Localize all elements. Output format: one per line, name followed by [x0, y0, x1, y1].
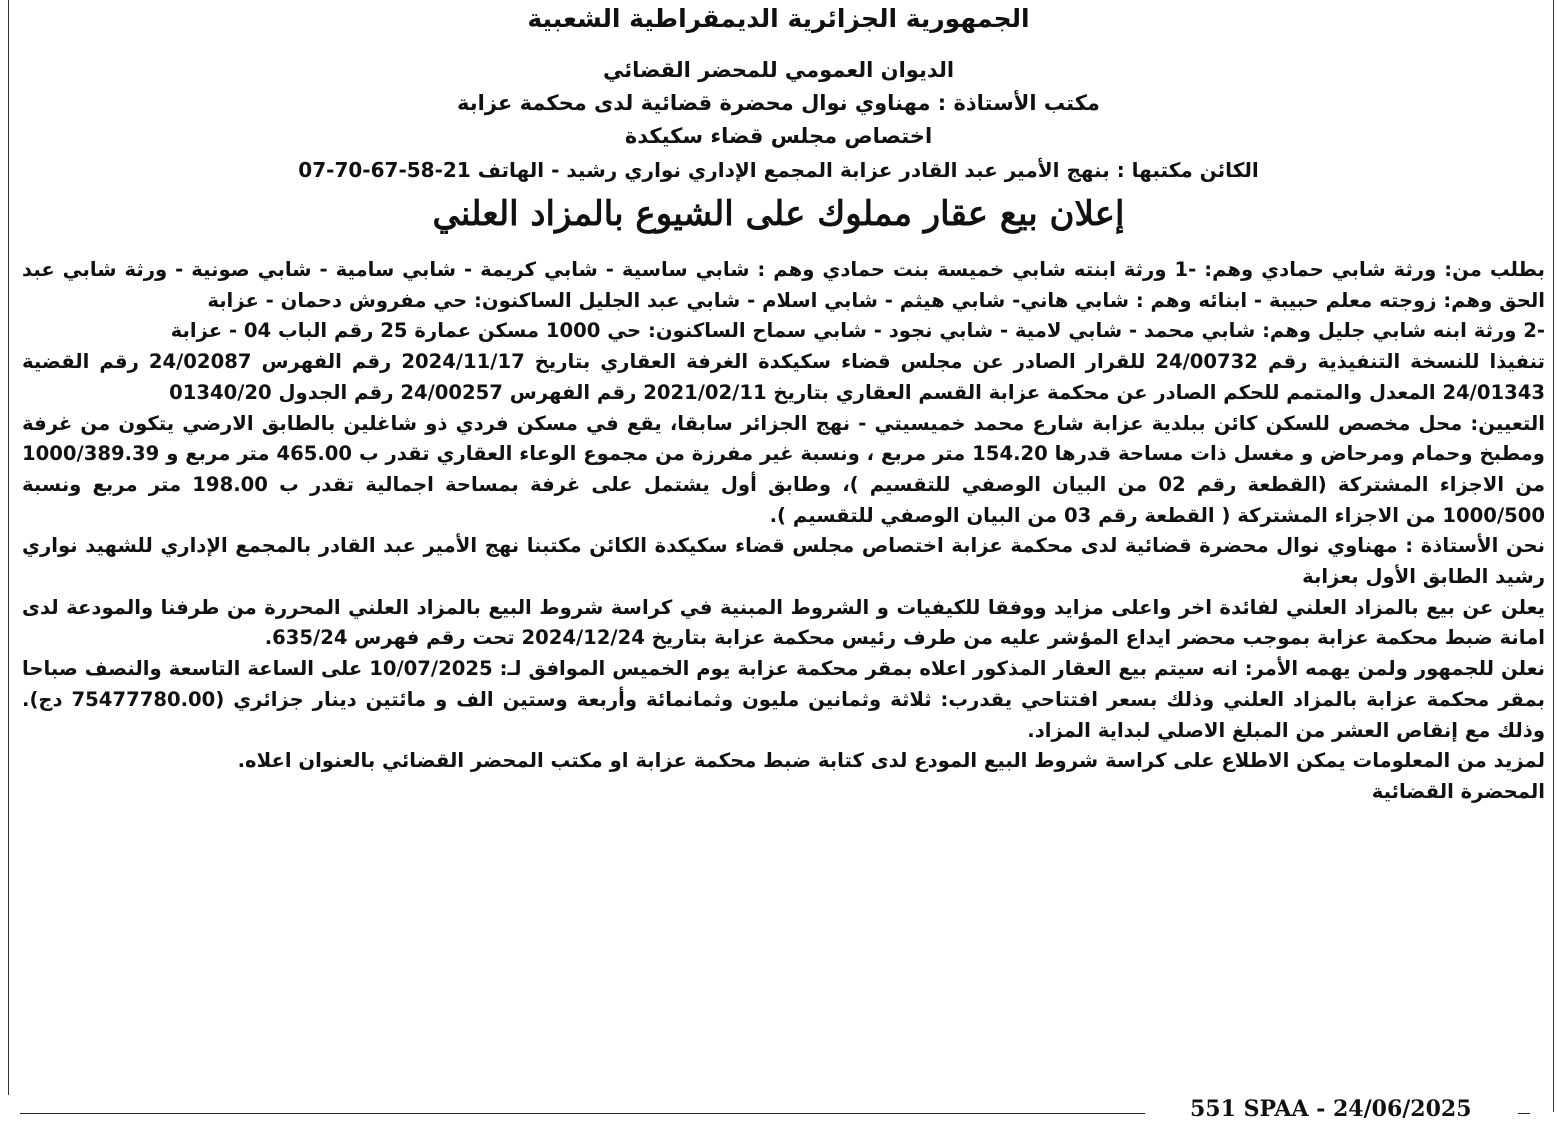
footer-rule [20, 1113, 1145, 1114]
auction-announcement: يعلن عن بيع بالمزاد العلني لفائدة اخر واعلى مزايد ووفقا للكيفيات و الشروط المبنية في كراسة شروط البيع بالمزاد العلني المحررة من طرفنا والمودعة لدى امانة ضبط محكمة عزابة بموجب محضر ايداع المؤشر عليه من طرف رئيس محكمة عزابة بتاريخ 2024/12/24 تحت رقم فهرس 635/24. [22, 595, 1545, 650]
property-designation: التعيين: محل مخصص للسكن كائن ببلدية عزابة شارع محمد خميسيتي - نهج الجزائر سابقا، يقع في مسكن فردي ذو شاغلين بالطابق الارضي يتكون من غرفة ومطبخ وحمام ومرحاض و مغسل ذات مساحة قدرها 154.20 متر مربع ، ونسبة غير مفرزة من مجموع الوعاء العقاري تقدر ب 465.00 متر مربع و 1000/389.39 من الاجزاء المشتركة (القطعة رقم 02 من البيان الوصفي للتقسيم )، وطابق أول يشتمل على غرفة بمساحة اجمالية تقدر ب 198.00 متر مربع ونسبة 1000/500 من الاجزاء المشتركة ( القطعة رقم 03 من البيان الوصفي للتقسيم ). [22, 411, 1545, 527]
more-information: لمزيد من المعلومات يمكن الاطلاع على كراسة شروط البيع المودع لدى كتابة ضبط محكمة عزابة او مكتب المحضر القضائي بالعنوان اعلاه. [237, 749, 1545, 773]
left-border-line [8, 0, 9, 1095]
notice-title: إعلان بيع عقار مملوك على الشيوع بالمزاد العلني [432, 194, 1125, 234]
bailiff-office: مكتب الأستاذة : مهناوي نوال محضرة قضائية لدى محكمة عزابة [457, 91, 1100, 115]
requesting-parties: بطلب من: ورثة شابي حمادي وهم: -1 ورثة ابنته شابي خميسة بنت حمادي وهم : شابي ساسية - شابي كريمة - شابي سامية - شابي صونية - ورثة شابي عبد الحق وهم: زوجته معلم حبيبة - ابنائه وهم : شابي هاني- شابي هيثم - شابي اسلام - شابي عبد الجليل الساكنون: حي مفروش دحمان - عزابة [22, 258, 1545, 312]
notice-body [22, 255, 1545, 808]
signature-line: المحضرة القضائية [1371, 779, 1545, 803]
auction-date-price: نعلن للجمهور ولمن يهمه الأمر: انه سيتم بيع العقار المذكور اعلاه بمقر محكمة عزابة يوم الخميس الموافق لـ: 10/07/2025 على الساعة التاسعة والنصف صباحا بمقر محكمة عزابة بالمزاد العلني وذلك بسعر افتتاحي يقدرب: ثلاثة وثمانين مليون وثمانمائة وأربعة وستين الف و مائتين دينار جزائري (75477780.00 دج). وذلك مع إنقاص العشر من المبلغ الاصلي لبداية المزاد. [22, 657, 1545, 742]
office-name: الديوان العمومي للمحضر القضائي [602, 58, 955, 82]
republic-name: الجمهورية الجزائرية الديمقراطية الشعبية [527, 4, 1030, 33]
execution-reference: تنفيذا للنسخة التنفيذية رقم 24/00732 للقرار الصادر عن مجلس قضاء سكيكدة الغرفة العقاري بتاريخ 2024/11/17 رقم الفهرس 24/02087 رقم القضية 24/01343 المعدل والمتمم للحكم الصادر عن محكمة عزابة القسم العقاري بتاريخ 2021/02/11 رقم الفهرس 24/00257 رقم الجدول 01340/20 [22, 350, 1545, 404]
publication-code: 551 SPAA - 24/06/2025 [1190, 1096, 1472, 1122]
bailiff-statement: نحن الأستاذة : مهناوي نوال محضرة قضائية لدى محكمة عزابة اختصاص مجلس قضاء سكيكدة الكائن مكتبنا نهج الأمير عبد القادر بالمجمع الإداري للشهيد نواري رشيد الطابق الأول بعزابة [22, 534, 1545, 589]
jurisdiction: اختصاص مجلس قضاء سكيكدة [624, 124, 933, 148]
office-address: الكائن مكتبها : بنهج الأمير عبد القادر عزابة المجمع الإداري نواري رشيد - الهاتف 21-58-67-70-07 [298, 158, 1259, 182]
footer-tick-mark [1518, 1113, 1530, 1114]
right-border-line [1553, 0, 1554, 1112]
second-heirs: -2 ورثة ابنه شابي جليل وهم: شابي محمد - شابي لامية - شابي نجود - شابي سماح الساكنون: حي 1000 مسكن عمارة 25 رقم الباب 04 - عزابة [170, 319, 1545, 343]
